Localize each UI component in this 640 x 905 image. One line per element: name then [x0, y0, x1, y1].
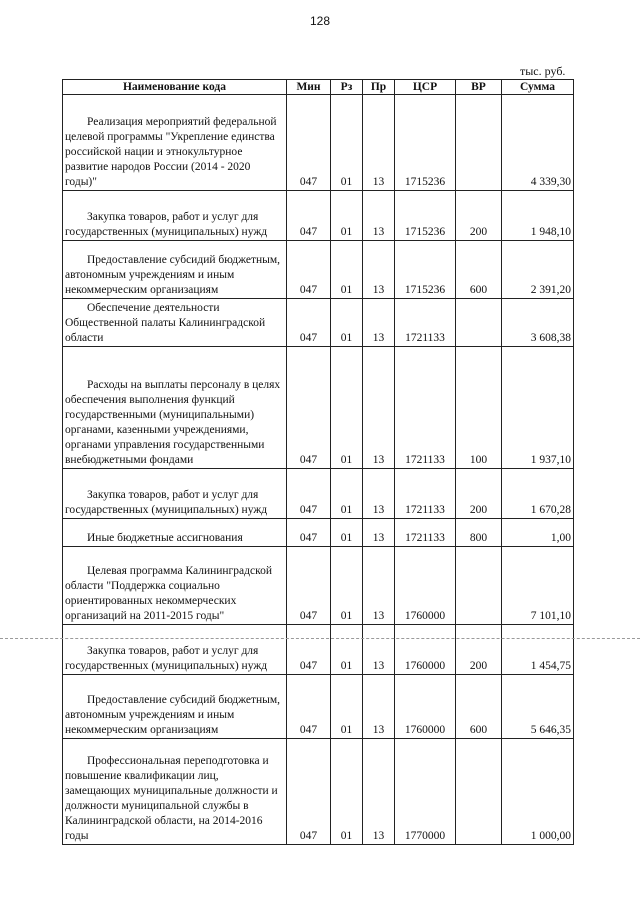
header-name: Наименование кода — [63, 80, 287, 95]
cell-name: Обеспечение деятельности Общественной палаты Калининградской области — [63, 299, 287, 347]
cell-rz: 01 — [331, 241, 363, 299]
cell-rz: 01 — [331, 547, 363, 625]
cell-pr: 13 — [363, 469, 395, 519]
budget-table — [62, 79, 574, 845]
cell-csr: 1721133 — [395, 469, 456, 519]
table-row — [63, 519, 574, 547]
cell-rz: 01 — [331, 739, 363, 845]
cell-name: Закупка товаров, работ и услуг для государственных (муниципальных) нужд — [63, 625, 287, 675]
cell-sum: 1 670,28 — [502, 469, 574, 519]
table-row — [63, 469, 574, 519]
cell-min: 047 — [287, 739, 331, 845]
cell-pr: 13 — [363, 739, 395, 845]
table-row — [63, 191, 574, 241]
cell-vr — [456, 95, 502, 191]
cell-csr: 1760000 — [395, 547, 456, 625]
cell-vr: 600 — [456, 241, 502, 299]
cell-csr: 1721133 — [395, 347, 456, 469]
cell-sum: 1,00 — [502, 519, 574, 547]
cell-pr: 13 — [363, 241, 395, 299]
cell-pr: 13 — [363, 191, 395, 241]
cell-sum: 7 101,10 — [502, 547, 574, 625]
cell-name: Целевая программа Калининградской области "Поддержка социально ориентированных некоммерческих организаций на 2011-2015 годы" — [63, 547, 287, 625]
cell-sum: 1 454,75 — [502, 625, 574, 675]
cell-vr — [456, 739, 502, 845]
table-row — [63, 675, 574, 739]
cell-name: Профессиональная переподготовка и повышение квалификации лиц, замещающих муниципальные должности и должности муниципальной службы в Калининградской области, на 2014-2016 годы — [63, 739, 287, 845]
cell-sum: 1 000,00 — [502, 739, 574, 845]
cell-vr: 200 — [456, 625, 502, 675]
header-rz: Рз — [331, 80, 363, 95]
header-row — [63, 80, 574, 95]
cell-vr: 200 — [456, 191, 502, 241]
unit-label: тыс. руб. — [520, 64, 566, 78]
cell-pr: 13 — [363, 547, 395, 625]
cell-csr: 1721133 — [395, 299, 456, 347]
cell-min: 047 — [287, 547, 331, 625]
cell-min: 047 — [287, 347, 331, 469]
cell-min: 047 — [287, 299, 331, 347]
page-number: 128 — [309, 14, 331, 28]
cell-csr: 1715236 — [395, 191, 456, 241]
cell-name: Закупка товаров, работ и услуг для государственных (муниципальных) нужд — [63, 191, 287, 241]
table-row — [63, 625, 574, 675]
header-min: Мин — [287, 80, 331, 95]
cell-name: Реализация мероприятий федеральной целевой программы "Укрепление единства российской нации и этнокультурное развитие народов России (2014 - 2020 годы)" — [63, 95, 287, 191]
cell-name: Предоставление субсидий бюджетным, автономным учреждениям и иным некоммерческим организациям — [63, 241, 287, 299]
cell-min: 047 — [287, 519, 331, 547]
header-sum: Сумма — [502, 80, 574, 95]
cell-csr: 1715236 — [395, 95, 456, 191]
cell-name: Иные бюджетные ассигнования — [63, 519, 287, 547]
cell-csr: 1715236 — [395, 241, 456, 299]
cell-rz: 01 — [331, 191, 363, 241]
cell-vr: 600 — [456, 675, 502, 739]
table-row — [63, 299, 574, 347]
cell-csr: 1770000 — [395, 739, 456, 845]
cell-pr: 13 — [363, 519, 395, 547]
cell-min: 047 — [287, 469, 331, 519]
table-row — [63, 739, 574, 845]
cell-pr: 13 — [363, 299, 395, 347]
cell-rz: 01 — [331, 519, 363, 547]
table-row — [63, 347, 574, 469]
cell-rz: 01 — [331, 95, 363, 191]
cell-sum: 2 391,20 — [502, 241, 574, 299]
cell-csr: 1760000 — [395, 675, 456, 739]
header-pr: Пр — [363, 80, 395, 95]
cell-rz: 01 — [331, 469, 363, 519]
cell-min: 047 — [287, 241, 331, 299]
cell-pr: 13 — [363, 347, 395, 469]
cell-pr: 13 — [363, 625, 395, 675]
cell-sum: 5 646,35 — [502, 675, 574, 739]
cell-pr: 13 — [363, 95, 395, 191]
cell-min: 047 — [287, 675, 331, 739]
cell-rz: 01 — [331, 675, 363, 739]
cell-sum: 3 608,38 — [502, 299, 574, 347]
header-csr: ЦСР — [395, 80, 456, 95]
cell-rz: 01 — [331, 299, 363, 347]
table-row — [63, 547, 574, 625]
cell-rz: 01 — [331, 347, 363, 469]
table-row — [63, 241, 574, 299]
scan-fold-line — [0, 638, 640, 639]
cell-min: 047 — [287, 191, 331, 241]
cell-min: 047 — [287, 625, 331, 675]
cell-name: Предоставление субсидий бюджетным, автономным учреждениям и иным некоммерческим организациям — [63, 675, 287, 739]
cell-vr — [456, 547, 502, 625]
cell-pr: 13 — [363, 675, 395, 739]
cell-vr: 200 — [456, 469, 502, 519]
cell-name: Закупка товаров, работ и услуг для государственных (муниципальных) нужд — [63, 469, 287, 519]
cell-vr: 800 — [456, 519, 502, 547]
cell-sum: 4 339,30 — [502, 95, 574, 191]
header-vr: ВР — [456, 80, 502, 95]
cell-sum: 1 937,10 — [502, 347, 574, 469]
cell-min: 047 — [287, 95, 331, 191]
cell-sum: 1 948,10 — [502, 191, 574, 241]
cell-rz: 01 — [331, 625, 363, 675]
cell-csr: 1721133 — [395, 519, 456, 547]
cell-name: Расходы на выплаты персоналу в целях обеспечения выполнения функций государственными (муниципальными) органами, казенными учреждениями, органами управления государственными внебюджетными фондами — [63, 347, 287, 469]
cell-csr: 1760000 — [395, 625, 456, 675]
table-row — [63, 95, 574, 191]
cell-vr — [456, 299, 502, 347]
cell-vr: 100 — [456, 347, 502, 469]
